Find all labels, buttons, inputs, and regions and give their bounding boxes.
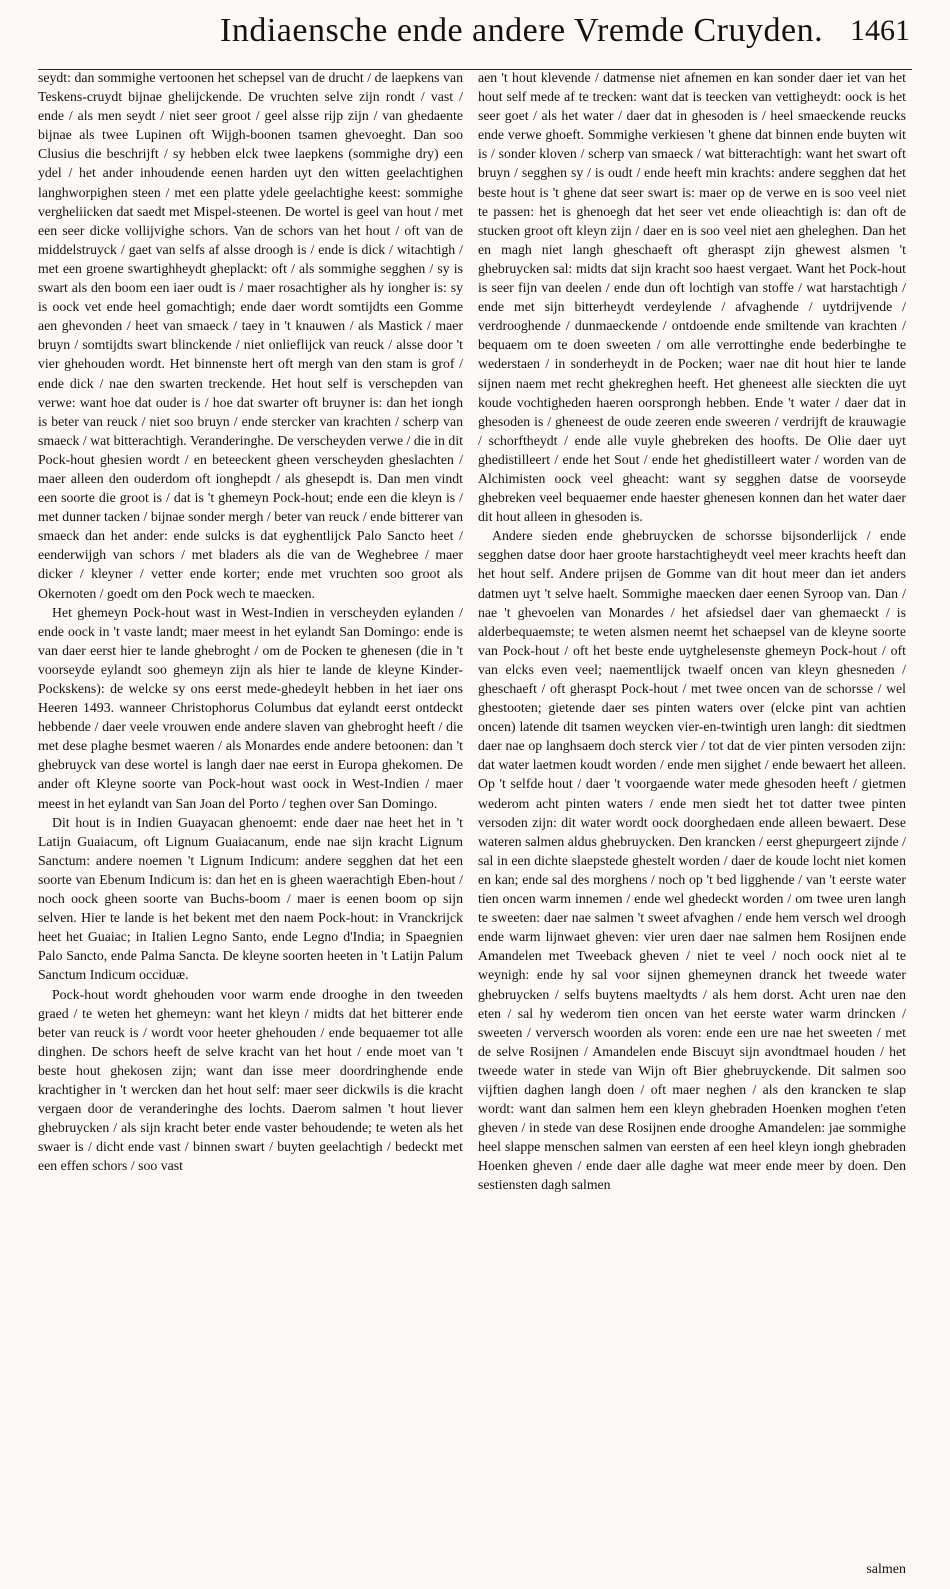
right-column xyxy=(478,68,906,1568)
paragraph: Pock-hout wordt ghehouden voor warm ende drooghe in den tweeden graed / te weten het ghemeyn: want het kleyn / midts dat het bitterer ende beter van reuck is / wordt voor heeter ghehouden / ende bequaemer tot alle dinghen. De schors heeft de selve kracht van het hout / ende moet van 't beste hout ghekosen zijn; want dan isse meer doordringhende ende krachtigher in 't wercken dan het hout self: maer seer dickwils is die kracht vergaen door de veranderinghe des lochts. Daerom salmen 't hout liever ghebruycken / als sijn kracht beter ende vaster behoudende; te weten als het swaer is / dicht ende vast / binnen swart / buyten geelachtigh / bedeckt met een effen schors / soo vast xyxy=(38,986,463,1174)
catchword: salmen xyxy=(866,1562,906,1577)
paragraph: seydt: dan sommighe vertoonen het schepsel van de drucht / de laepkens van Teskens-cruydt bijnae ghelijckende. De vruchten selve zijn rondt / vast / ende / als men seydt / niet seer groot / geel alsse rijp zijn / van ghedaente bijnae als twee Lupinen oft Wijgh-boonen tsamen ghevoeght. Dan soo Clusius die beschrijft / sy hebben elck twee laepkens (sommighe dry) een ydel / het ander inhoudende eenen harden uyt den witten geelachtighen langhworpighen steen / met een platte ydele geelachtighe keest: sommighe vergheliicken dat saedt met Mispel-steenen. De wortel is geel van hout / met een seer dicke vollijvighe schors. Van de schors van het hout / oft van de middelstruyck / gaet van selfs af alsse droogh is / ende is dick / witachtigh / met een groene swartighheydt gheplackt: oft / als sommighe segghen / sy is swart als den boom een iaer oudt is / maer rosachtigher als hy iongher is: sy is oock vet ende heel gomachtigh; ende daer wordt somtijdts een Gomme aen ghevonden / heet van smaeck / taey in 't knauwen / als Mastick / maer bruyn / somtijdts swart blinckende / niet onlieflijck van reuck / alsse door 't vier ghehouden wordt. Het binnenste hert oft mergh van den stam is grof / ende dick / nae den swarten treckende. Het hout self is verschepden van verwe: want hoe dat ouder is / hoe dat swarter oft bruyner is: dan het iongh is beter van reuck / niet soo bruyn / ende stercker van krachten / scherp van smaeck / wat bitterachtigh. Veranderinghe. De verscheyden verwe / die in dit Pock-hout ghesien wordt / en beteeckent gheen verscheyden gheslachten / maer alleen den ouderdom oft ionghepdt / als ghesepdt is. Dan men vindt een soorte die groot is / dat is 't ghemeyn Pock-hout; ende een die kleyn is / met dunner tacken / bijnae sonder mergh / beter van reuck / ende bitterer van smaeck dan het ander: ende sulcks is dat eyghentlijck Palo Sancto heet / eenderwijgh van schors / met bladers als die van de Weghebree / maer dicker / kleyner / vetter ende korter; ende met vruchten soo groot als Okernoten / goedt om den Pock wech te maecken. xyxy=(38,70,463,601)
running-title: Indiaensche ende andere Vremde Cruyden. xyxy=(220,12,824,49)
left-column xyxy=(38,68,463,1568)
paragraph: Het ghemeyn Pock-hout wast in West-Indien in verscheyden eylanden / ende oock in 't vaste landt; maer meest in het eylandt San Domingo: ende is van daer eerst hier te lande ghebroght / om de Pocken te ghenesen (die in 't voorseyde eylandt soo ghemeyn zijn als hier te lande de kleyne Kinder-Pockskens): de welcke sy ons eerst mede-ghedeylt hebben in het iaer ons Heeren 1493. wanneer Christophorus Columbus dat eylandt eerst ontdeckt hebbende / daer veele vrouwen ende andere slaven van ghebroght heeft / die met dese plaghe besmet waeren / als Monardes ende andere betoonen: dan 't ghebruyck van dese wortel is langh daer nae eerst in Europa ghekomen. De ander oft Kleyne soorte van Pock-hout wast oock in West-Indien / maer meest in het eylandt van San Joan del Porto / teghen over San Domingo. xyxy=(38,604,463,811)
paragraph: Dit hout is in Indien Guayacan ghenoemt: ende daer nae heet het in 't Latijn Guaiacum, oft Lignum Guaiacanum, ende nae sijn kracht Lignum Sanctum: andere noemen 't Lignum Indicum: andere segghen dat het een soorte van Ebenum Indicum is: dan het en is gheen waerachtigh Eben-hout / noch oock gheen soorte van Buchs-boom / maer is eenen boom op sijn selven. Hier te lande is het bekent met den naem Pock-hout: in Vranckrijck heet het Guaiac; in Italien Legno Santo, ende Legno d'India; in Spaegnien Palo Sancto, ende Palma Sancta. De kleyne soorten heeten in 't Latijn Palum Sanctum Indicum occiduæ. xyxy=(38,814,463,983)
paragraph: aen 't hout klevende / datmense niet afnemen en kan sonder daer iet van het hout self mede af te trecken: want dat is teecken van vettigheydt: oock is het seer goet / als het water / daer dat in ghesoden is / heel smaeckende reucks ende verwe ghoeft. Sommighe verkiesen 't ghene dat binnen ende buyten wit is / sonder kloven / scherp van smaeck / wat bitterachtigh: want het swart oft bruyn / segghen sy / is oudt / ende heeft min krachts: andere segghen dat het beste hout is 't ghene dat seer swart is: maer op de verwe en is soo veel niet te passen: het is ghenoegh dat het seer vet ende olieachtigh is: dan oft de stucken groot oft kleyn zijn / daer en is soo veel niet aen gheleghen. Dan het en magh niet langh gheschaeft oft gheraspt zijn ghewest alsmen 't ghebruycken sal: midts dat sijn kracht soo haest vergaet. Want het Pock-hout is seer fijn van deelen / ende dun oft lochtigh van stoffe / wat harstachtigh / ende met sijn bitterheydt verdeylende / afvaghende / uytdrijvende / verdrooghende / dunmaeckende / ontdoende ende smiltende van krachten / bequaem om te doen sweeten / om alle verrottinghe ende bederbinghe te wederstaen / in sonderheydt in de Pocken; waer nae dit hout hier te lande sijnen naem met recht ghekreghen heeft. Het gheneest alle sieckten die uyt koude vochtigheden haeren oorsprongh hebben. Ende 't water / daer dat in ghesoden is / gheneest de oude zeeren ende sweeren / verdrijft de krauwagie / schorftheydt / ende alle vuyle ghebreken des hoofts. De Olie daer uyt ghedistilleert / ende het Sout / ende het ghedistilleert water / worden van de Alchimisten oock veel gheacht: want sy segghen datse de voorseyde ghebreken veel bequaemer ende haester ghenesen konnen dan het water daer dit hout alleen in ghesoden is. xyxy=(478,70,906,525)
paragraph: Andere sieden ende ghebruycken de schorsse bijsonderlijck / ende segghen datse door haer groote harstachtigheydt veel meer krachts heeft dan het hout self. Andere prijsen de Gomme van dit hout meer dan iet anders datmen uyt 't selve haelt. Sommighe maecken daer eenen Syroop van. Dan / nae 't ghevoelen van Monardes / het afsiedsel daer van ghemaeckt / is alderbequaemste; te weten alsmen neemt het schaepsel van de kleyne soorte van Pock-hout / oft het beste ende uytghelesenste ghemeyn Pock-hout / oft van elcks even veel; naementlijck twaelf oncen van kleyn ghesneden / gheschaeft / oft gheraspt Pock-hout / met twee oncen van de schorsse / wel ghestooten; gietende daer ses pinten waters over (elcke pint van achtien oncen) latende dit tsamen weycken vier-en-twintigh uren langh: dit siedtmen daer nae op langhsaem doch sterck vier / tot dat de vier pinten versoden zijn: dat water laetmen koudt worden / ende men sijghet / ende bewaert het alleen. Op 't selfde hout / daer 't voorgaende water mede ghesoden heeft / gietmen wederom acht pinten waters / ende men siedt het tot datter twee pinten versoden zijn: dit water wordt oock doorghedaen ende alleen bewaert. Dese wateren salmen aldus ghebruycken. Den krancken / eerst ghepurgeert zijnde / sal in een dichte slaepstede ghestelt worden / daer de koude locht niet komen en kan; ende sal des morghens / noch op 't bed ligghende / van 't eerste water tien oncen warm innemen / ende wel ghedeckt worden / om twee uren langh te sweeten: daer nae salmen 't sweet afvaghen / ende hem versch wel droogh ende warm lijnwaet gheven: vier uren daer nae salmen hem Rosijnen ende Amandelen met Tweeback gheven / niet te veel / noch oock niet al te weynigh: ende hy sal voor sijnen ghemeynen dranck het tweede water ghebruycken / selfs buytens maeltydts / als hem dorst. Acht uren nae den eten / sal hy wederom tien oncen van het eerste water warm drincken / sweeten / verversch woorden als voren: ende een ure nae het sweeten / met de selve Rosijnen / Amandelen ende Biscuyt sijn avondtmael houden / het tweede water in stede van Wijn oft Bier ghebruyckende. Dit salmen soo vijftien daghen langh doen / oft maer neghen / als den krancken te slap wordt: want dan salmen hem een kleyn ghebraden Hoenken moghen t'eten gheven / in stede van dese Rosijnen ende drooghe Amandelen: jae sommighe heel slappe menschen salmen van eersten af een heel kleyn iongh ghebraden Hoenken gheven / ende daer alle daghe wat meer ende meer by doen. Den sestiensten dagh salmen xyxy=(478,528,906,1193)
page-number: 1461 xyxy=(850,14,910,47)
page-header xyxy=(0,12,950,64)
